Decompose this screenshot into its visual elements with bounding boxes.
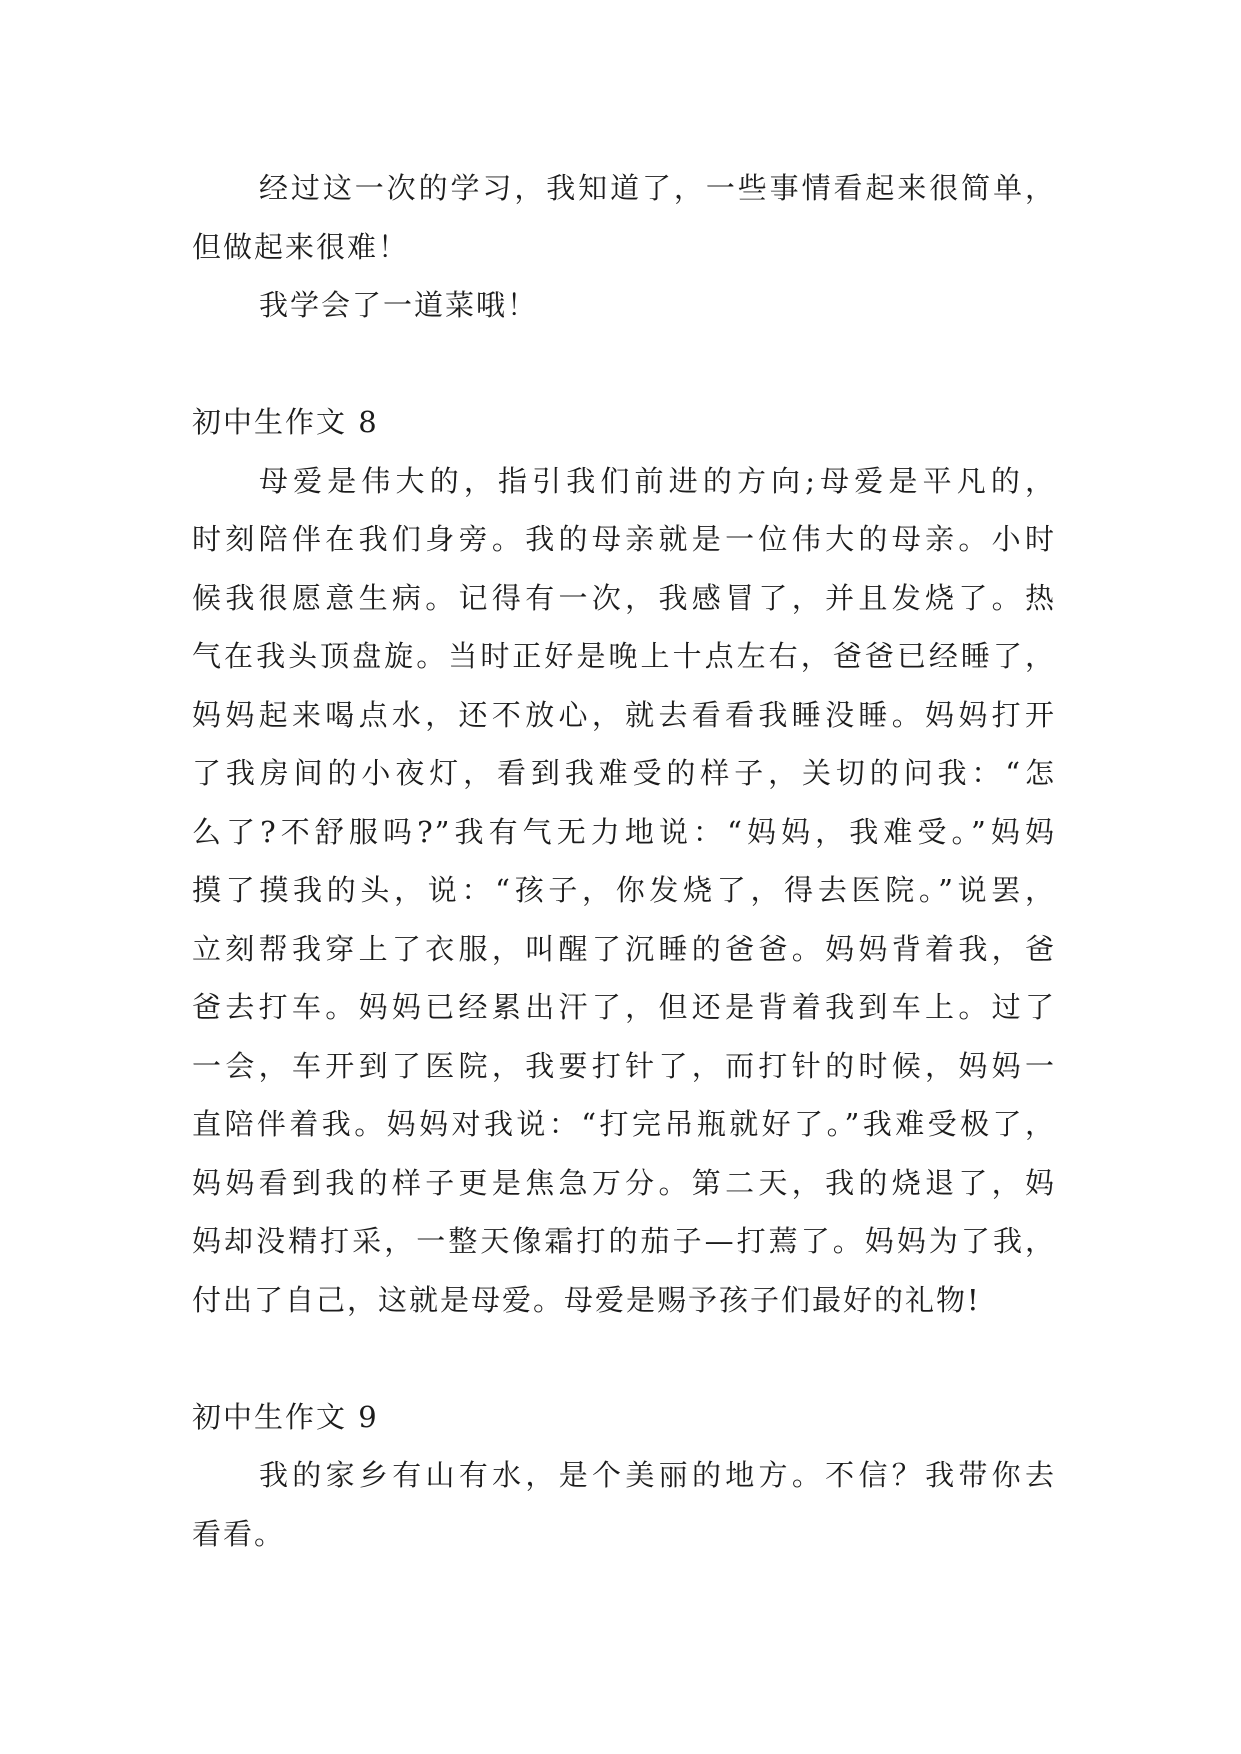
text-line: 气在我头顶盘旋。当时正好是晚上十点左右，爸爸已经睡了， bbox=[192, 639, 1056, 673]
document-body bbox=[192, 159, 1056, 1563]
text-line: 立刻帮我穿上了衣服，叫醒了沉睡的爸爸。妈妈背着我，爸 bbox=[192, 931, 1056, 966]
text-line: 妈却没精打采，一整天像霜打的茄子—打蔫了。妈妈为了我， bbox=[192, 1224, 1056, 1258]
text-line: 经过这一次的学习，我知道了，一些事情看起来很简单， bbox=[259, 171, 1056, 205]
text-line: 么了?不舒服吗?”我有气无力地说：“妈妈，我难受。”妈妈 bbox=[192, 814, 1056, 849]
text-line: 一会，车开到了医院，我要打针了，而打针的时候，妈妈一 bbox=[192, 1048, 1056, 1083]
blank-line bbox=[192, 1329, 1056, 1388]
text-line: 时刻陪伴在我们身旁。我的母亲就是一位伟大的母亲。小时 bbox=[192, 522, 1056, 556]
paragraph bbox=[192, 452, 1056, 1330]
text-line: 直陪伴着我。妈妈对我说：“打完吊瓶就好了。”我难受极了， bbox=[192, 1107, 1056, 1141]
text-line: 爸去打车。妈妈已经累出汗了，但还是背着我到车上。过了 bbox=[192, 990, 1056, 1024]
essay-title: 初中生作文 9 bbox=[192, 1399, 379, 1434]
text-line: 妈妈看到我的样子更是焦急万分。第二天，我的烧退了，妈 bbox=[192, 1165, 1056, 1200]
text-line: 摸了摸我的头，说：“孩子，你发烧了，得去医院。”说罢， bbox=[192, 873, 1056, 907]
blank-line bbox=[192, 335, 1056, 394]
text-line: 看看。 bbox=[192, 1516, 286, 1551]
text-line: 但做起来很难！ bbox=[192, 229, 410, 264]
text-line: 我学会了一道菜哦！ bbox=[259, 288, 539, 322]
text-line: 我的家乡有山有水，是个美丽的地方。不信？我带你去 bbox=[259, 1458, 1056, 1492]
text-line: 付出了自己，这就是母爱。母爱是赐予孩子们最好的礼物! bbox=[192, 1282, 981, 1317]
paragraph bbox=[192, 276, 1056, 335]
text-line: 了我房间的小夜灯，看到我难受的样子，关切的问我：“怎 bbox=[192, 756, 1056, 790]
paragraph bbox=[192, 159, 1056, 276]
text-line: 母爱是伟大的，指引我们前进的方向;母爱是平凡的， bbox=[259, 463, 1056, 498]
paragraph bbox=[192, 1446, 1056, 1563]
essay-title: 初中生作文 8 bbox=[192, 405, 379, 439]
text-line: 妈妈起来喝点水，还不放心，就去看看我睡没睡。妈妈打开 bbox=[192, 697, 1056, 732]
text-line: 候我很愿意生病。记得有一次，我感冒了，并且发烧了。热 bbox=[192, 580, 1056, 615]
